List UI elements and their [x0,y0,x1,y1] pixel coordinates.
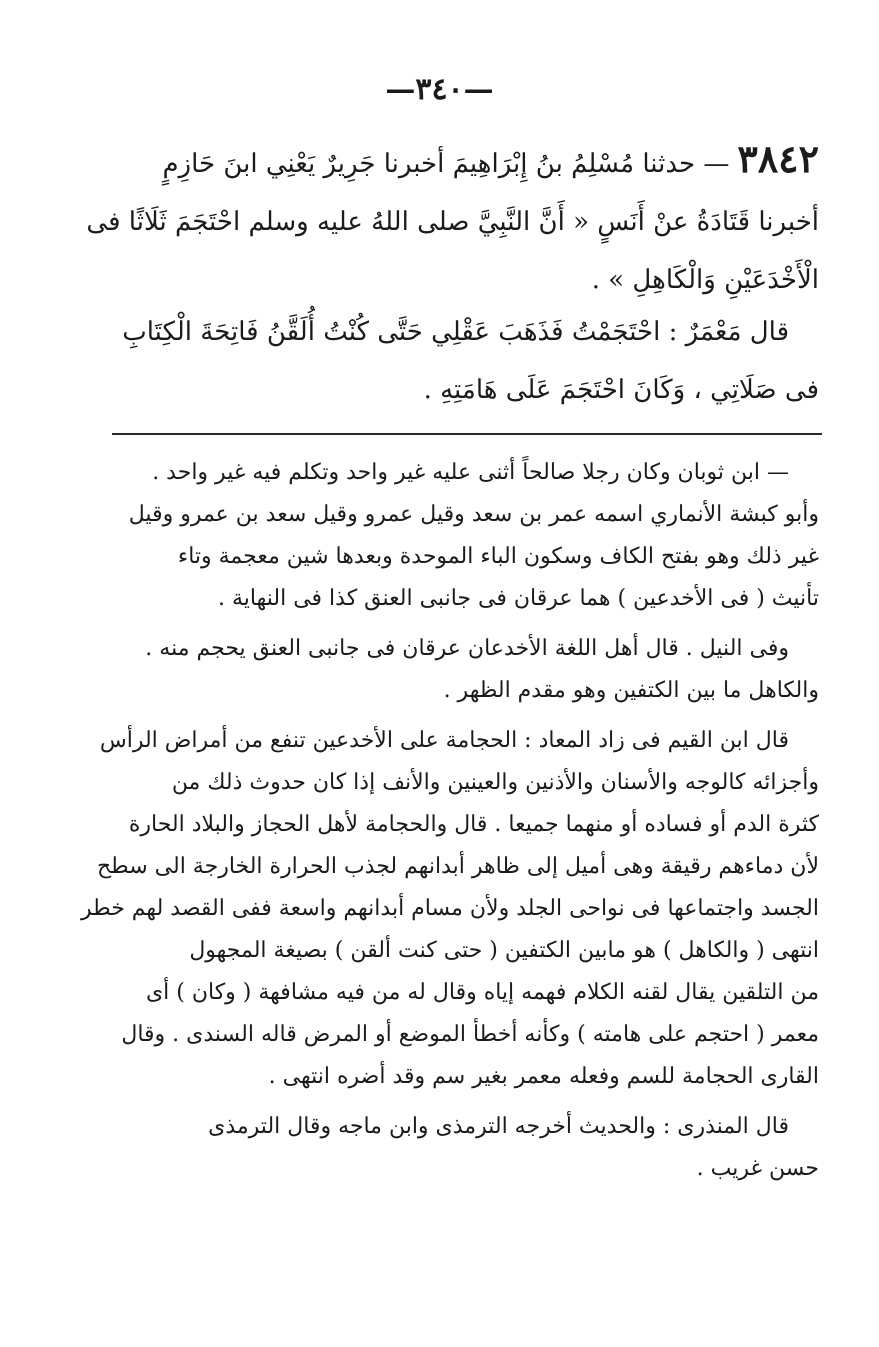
footnote-divider [112,433,822,435]
commentary-line: وفى النيل . قال أهل اللغة الأخدعان عرقان فى جانبى العنق يحجم منه . [145,636,789,661]
commentary-paragraph-4 [59,1106,819,1190]
commentary-line: كثرة الدم أو فساده أو منهما جميعا . قال والحجامة لأهل الحجاز والبلاد الحارة [128,812,819,837]
commentary-line: من التلقين يقال لقنه الكلام فهمه إياه وقال له من فيه مشافهة ( وكان ) أى [145,980,819,1005]
commentary-line: انتهى ( والكاهل ) هو مابين الكتفين ( حتى كنت ألقن ) بصيغة المجهول [189,938,819,963]
hadith-line-2: أخبرنا قَتَادَةُ عنْ أَنَسٍ « أَنَّ النَّبِيَّ صلى اللهُ عليه وسلم احْتَجَمَ ثَلَاثًا فى [86,207,819,237]
hadith-text [59,130,819,309]
commentary-line: وأجزائه كالوجه والأسنان والأذنين والعينين والأنف إذا كان حدوث ذلك من [171,770,819,795]
commentary-line: — ابن ثوبان وكان رجلا صالحاً أثنى عليه غير واحد وتكلم فيه غير واحد . [152,460,789,485]
commentary-paragraph-2 [59,628,819,712]
commentary-line: تأنيث ( فى الأخدعين ) هما عرقان فى جانبى العنق كذا فى النهاية . [218,586,819,611]
commentary-paragraph-1 [59,452,819,620]
narration-text [59,303,819,419]
commentary-line: وأبو كبشة الأنماري اسمه عمر بن سعد وقيل عمرو وقيل سعد بن عمرو وقيل [128,502,819,527]
hadith-line-1 [59,130,819,193]
hadith-line-3: الْأَخْدَعَيْنِ وَالْكَاهِلِ » . [591,265,819,295]
page-number: —٣٤٠— [385,72,494,107]
commentary-line: القارى الحجامة للسم وفعله معمر بغير سم وقد أضره انتهى . [268,1064,819,1089]
commentary-line: حسن غريب . [696,1156,819,1181]
narration-line-2: فى صَلَاتِي ، وَكَانَ احْتَجَمَ عَلَى هَامَتِهِ . [423,375,819,405]
commentary-line: غير ذلك وهو بفتح الكاف وسكون الباء الموحدة وبعدها شين معجمة وتاء [177,544,819,569]
commentary-paragraph-3 [59,720,819,1098]
commentary-line: قال المنذرى : والحديث أخرجه الترمذى وابن ماجه وقال الترمذى [208,1114,789,1139]
commentary-line: قال ابن القيم فى زاد المعاد : الحجامة على الأخدعين تنفع من أمراض الرأس [99,728,789,753]
narration-line-1: قال مَعْمَرٌ : احْتَجَمْتُ فَذَهَبَ عَقْلِي حَتَّى كُنْتُ أُلَقَّنُ فَاتِحَةَ الْكِتَابِ [122,317,789,347]
hadith-line-text: — حدثنا مُسْلِمُ بنُ إِبْرَاهِيمَ أخبرنا جَرِيرٌ يَعْنِي ابنَ حَازِمٍ [162,149,730,179]
hadith-number: ٣٨٤٢ [737,136,819,181]
commentary-line: لأن دماءهم رقيقة وهى أميل إلى ظاهر أبدانهم لجذب الحرارة الخارجة الى سطح [96,854,819,879]
commentary-line: الجسد واجتماعها فى نواحى الجلد ولأن مسام أبدانهم واسعة ففى القصد لهم خطر [81,896,819,921]
commentary-line: والكاهل ما بين الكتفين وهو مقدم الظهر . [443,678,819,703]
commentary-section [59,452,819,1198]
commentary-line: معمر ( احتجم على هامته ) وكأنه أخطأ الموضع أو المرض قاله السندى . وقال [121,1022,819,1047]
